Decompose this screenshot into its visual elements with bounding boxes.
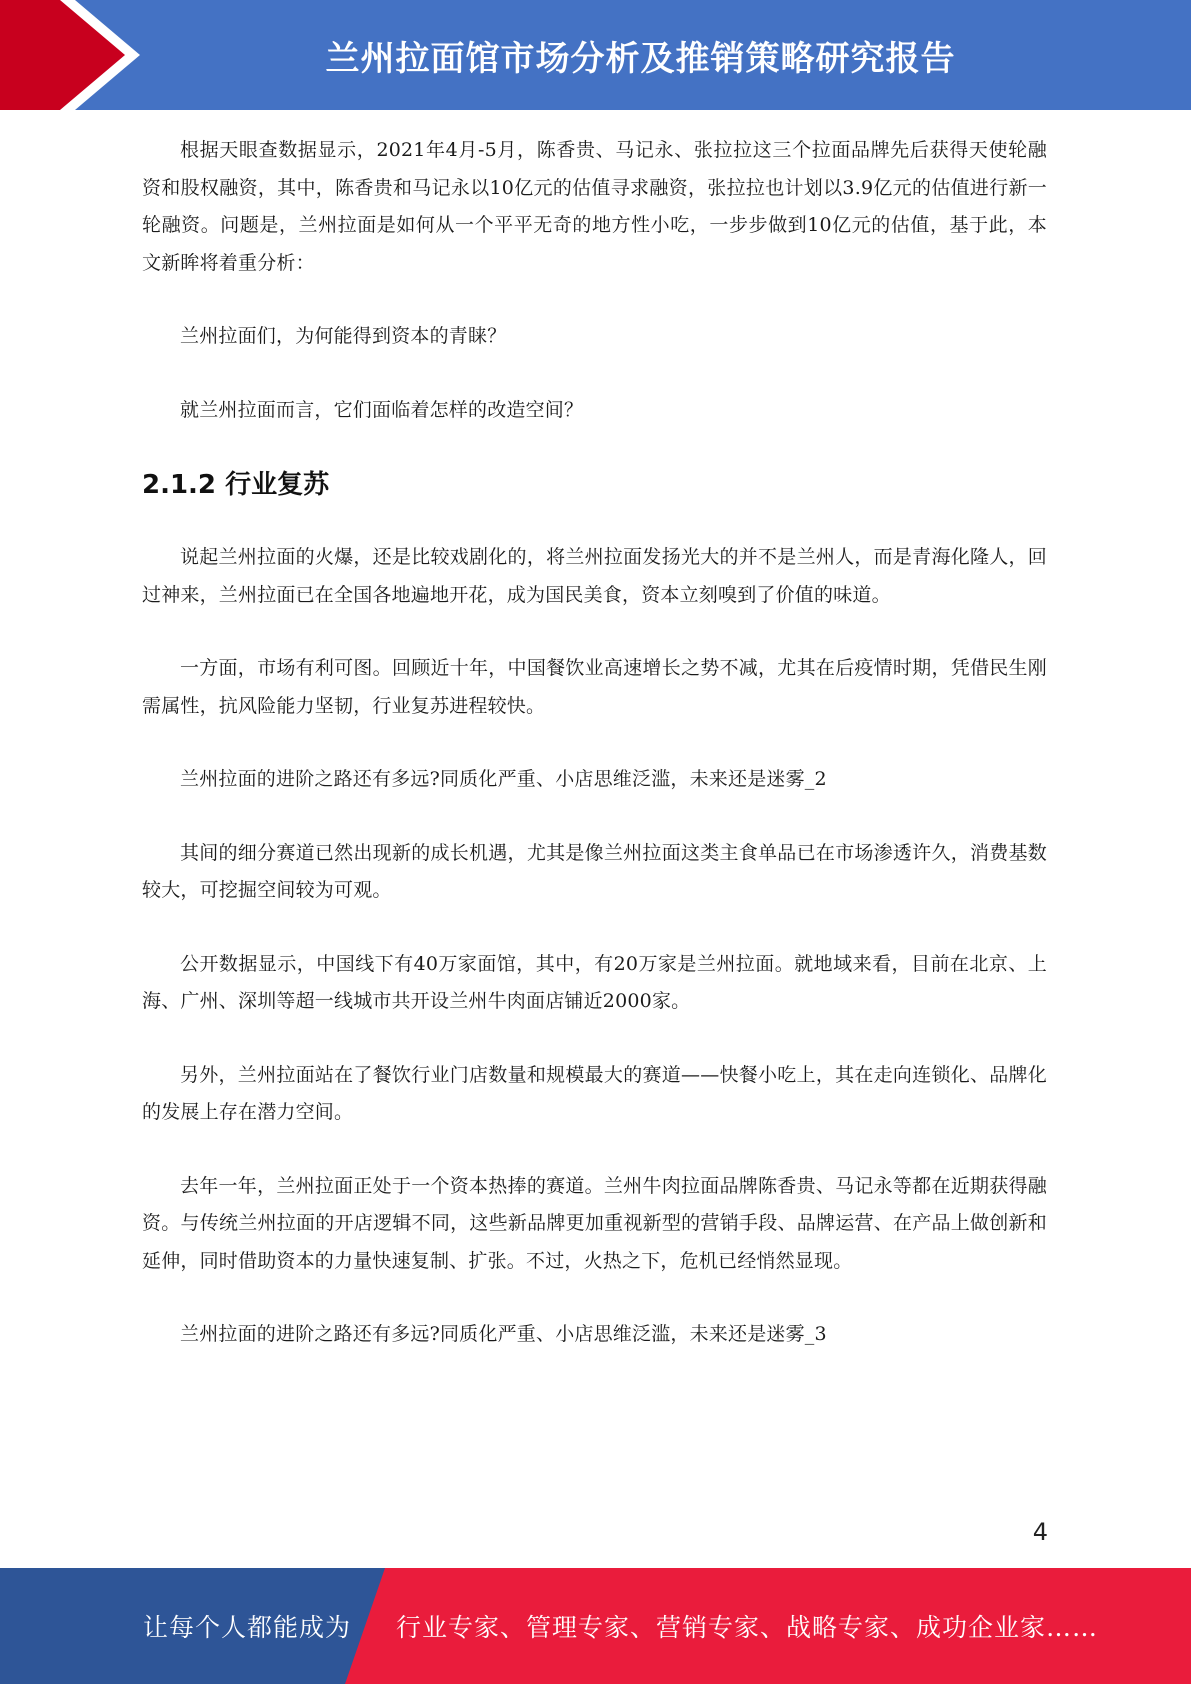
page-footer xyxy=(0,1568,1191,1684)
paragraph: 去年一年，兰州拉面正处于一个资本热捧的赛道。兰州牛肉拉面品牌陈香贵、马记永等都在近期获得融资。与传统兰州拉面的开店逻辑不同，这些新品牌更加重视新型的营销手段、品牌运营、在产品上做创新和延伸，同时借助资本的力量快速复制、扩张。不过，火热之下，危机已经悄然显现。 xyxy=(142,1174,1047,1272)
paragraph: 兰州拉面们，为何能得到资本的青睐？ xyxy=(180,325,507,347)
paragraph: 其间的细分赛道已然出现新的成长机遇，尤其是像兰州拉面这类主食单品已在市场渗透许久，消费基数较大，可挖掘空间较为可观。 xyxy=(142,841,1047,901)
paragraph: 就兰州拉面而言，它们面临着怎样的改造空间？ xyxy=(180,398,584,421)
paragraph: 根据天眼查数据显示，2021年4月-5月，陈香贵、马记永、张拉拉这三个拉面品牌先后获得天使轮融资和股权融资，其中，陈香贵和马记永以10亿元的估值寻求融资，张拉拉也计划以3.9亿元的估值进行新一轮融资。问题是，兰州拉面是如何从一个平平无奇的地方性小吃，一步步做到10亿元的估值，基于此，本文新眸将着重分析： xyxy=(142,139,1047,274)
image-caption-placeholder: 兰州拉面的进阶之路还有多远?同质化严重、小店思维泛滥，未来还是迷雾_2 xyxy=(180,768,827,790)
paragraph: 说起兰州拉面的火爆，还是比较戏剧化的，将兰州拉面发扬光大的并不是兰州人，而是青海化隆人，回过神来，兰州拉面已在全国各地遍地开花，成为国民美食，资本立刻嗅到了价值的味道。 xyxy=(142,546,1047,606)
page-header xyxy=(0,0,1191,110)
document-title: 兰州拉面馆市场分析及推销策略研究报告 xyxy=(325,38,956,79)
page-number: 4 xyxy=(1032,1518,1048,1546)
footer-slogan-right: 行业专家、管理专家、营销专家、战略专家、成功企业家…… xyxy=(396,1613,1099,1642)
paragraph: 另外，兰州拉面站在了餐饮行业门店数量和规模最大的赛道——快餐小吃上，其在走向连锁化、品牌化的发展上存在潜力空间。 xyxy=(142,1063,1047,1123)
footer-slogan-left: 让每个人都能成为 xyxy=(143,1613,352,1642)
paragraph: 一方面，市场有利可图。回顾近十年，中国餐饮业高速增长之势不减，尤其在后疫情时期，凭借民生刚需属性，抗风险能力坚韧，行业复苏进程较快。 xyxy=(142,657,1047,717)
image-caption-placeholder: 兰州拉面的进阶之路还有多远?同质化严重、小店思维泛滥，未来还是迷雾_3 xyxy=(180,1323,827,1345)
paragraph: 公开数据显示，中国线下有40万家面馆，其中，有20万家是兰州拉面。就地域来看，目前在北京、上海、广州、深圳等超一线城市共开设兰州牛肉面店铺近2000家。 xyxy=(142,952,1047,1012)
section-heading: 2.1.2 行业复苏 xyxy=(142,470,330,500)
document-body xyxy=(142,132,1047,1354)
